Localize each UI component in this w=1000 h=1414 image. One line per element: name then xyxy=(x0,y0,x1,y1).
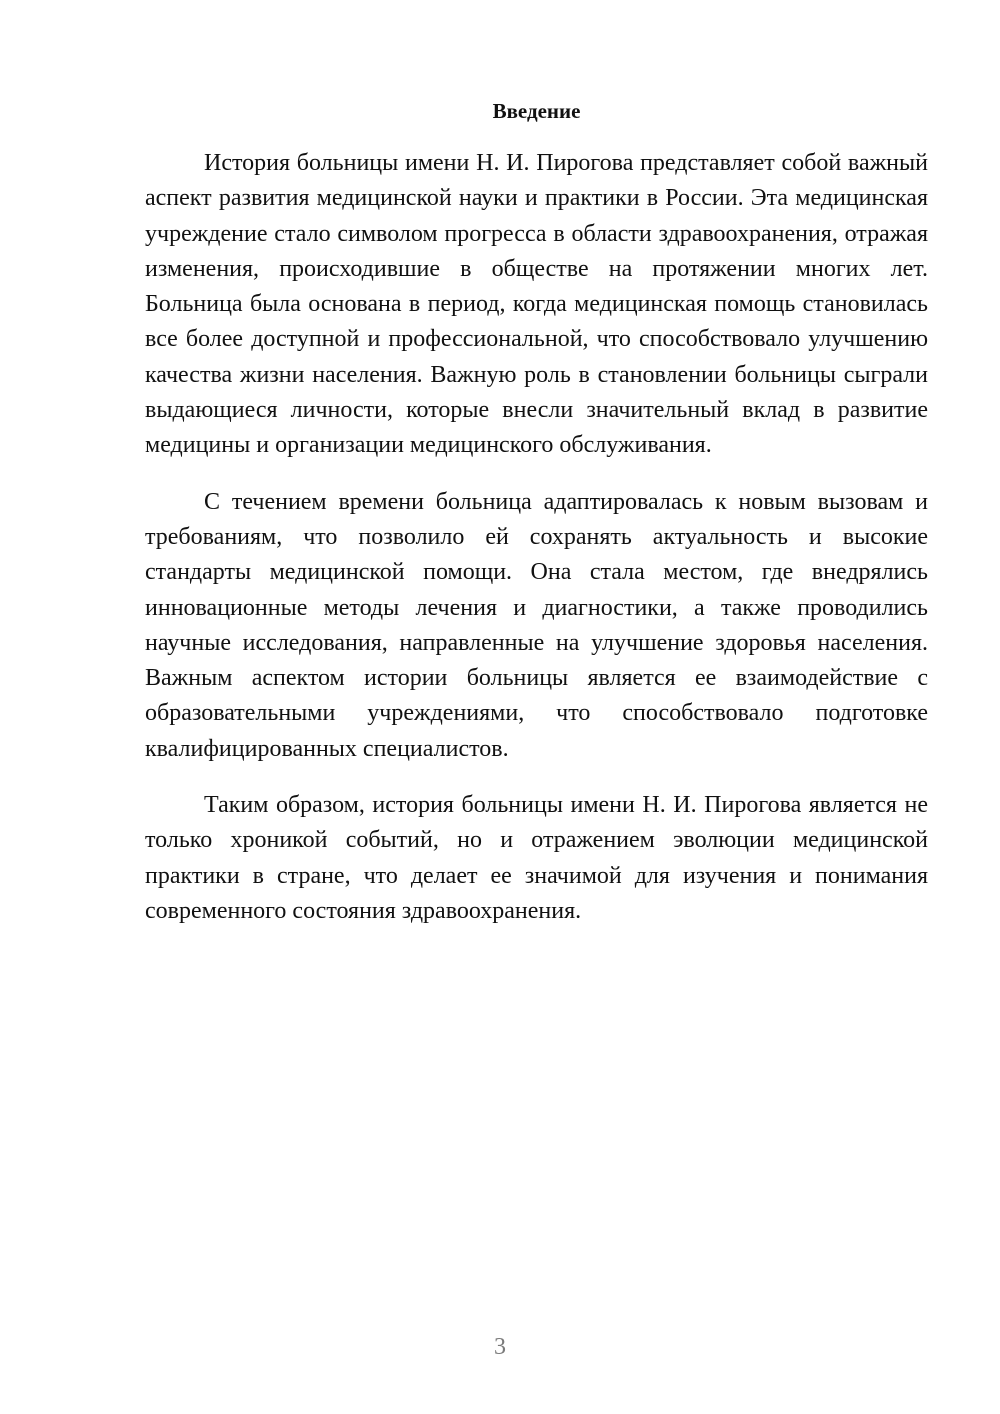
paragraph-1: История больницы имени Н. И. Пирогова представляет собой важный аспект развития медицинской науки и практики в России. Эта медицинская учреждение стало символом прогресса в области здравоохранения, отражая изменения, происходившие в обществе на протяжении многих лет. Больница была основана в период, когда медицинская помощь становилась все более доступной и профессиональной, что способствовало улучшению качества жизни населения. Важную роль в становлении больницы сыграли выдающиеся личности, которые внесли значительный вклад в развитие медицины и организации медицинского обслуживания. xyxy=(145,150,928,459)
page-content xyxy=(145,96,928,929)
paragraph-3: Таким образом, история больницы имени Н. И. Пирогова является не только хроникой событий, но и отражением эволюции медицинской практики в стране, что делает ее значимой для изучения и понимания современного состояния здравоохранения. xyxy=(145,792,928,924)
page-number: 3 xyxy=(494,1334,506,1360)
paragraph-2: С течением времени больница адаптировалась к новым вызовам и требованиям, что позволило ей сохранять актуальность и высокие стандарты медицинской помощи. Она стала местом, где внедрялись инновационные методы лечения и диагностики, а также проводились научные исследования, направленные на улучшение здоровья населения. Важным аспектом истории больницы является ее взаимодействие с образовательными учреждениями, что способствовало подготовке квалифицированных специалистов. xyxy=(145,488,928,762)
section-heading: Введение xyxy=(492,99,581,123)
